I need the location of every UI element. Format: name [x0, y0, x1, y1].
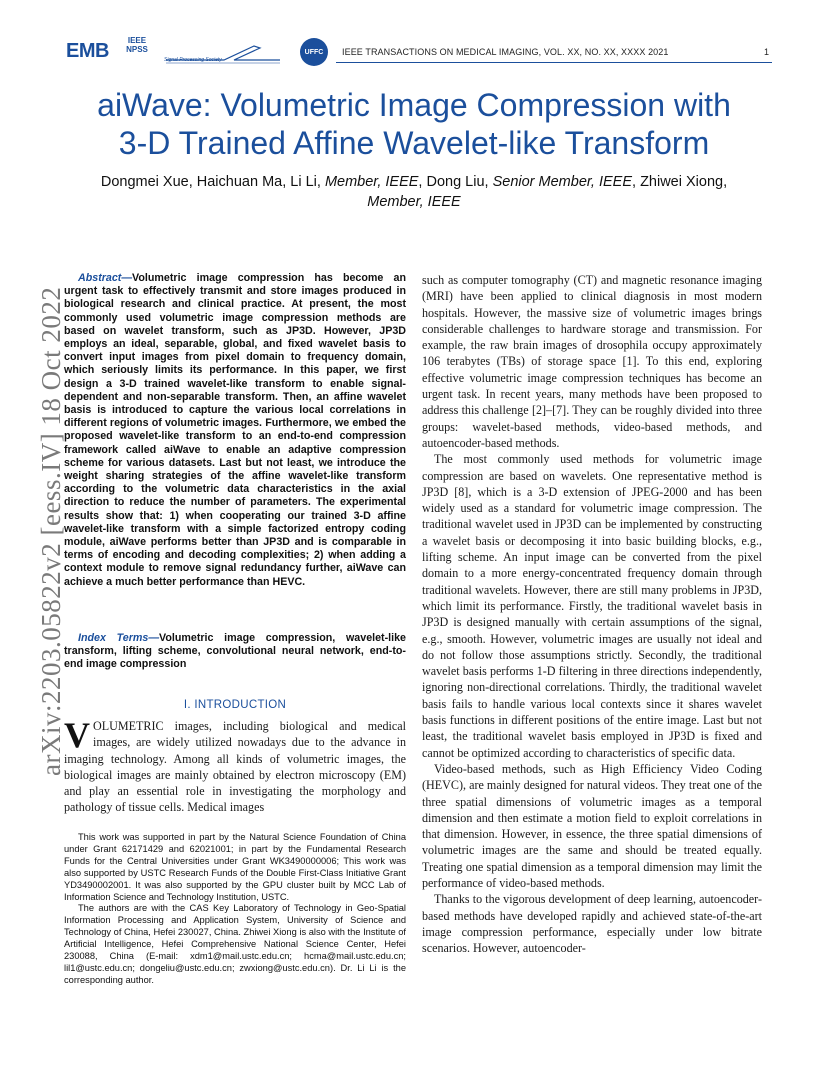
index-terms — [64, 632, 406, 672]
index-terms-text: Volumetric image compression, wavelet-like transform, lifting scheme, convolutional neural network, end-to-end image compression — [64, 632, 406, 671]
journal-header: IEEE TRANSACTIONS ON MEDICAL IMAGING, VOL. XX, NO. XX, XXXX 2021 — [342, 47, 669, 57]
page-number: 1 — [764, 47, 770, 57]
abstract-label: Abstract— — [78, 272, 133, 284]
section-heading: I. INTRODUCTION — [183, 699, 287, 711]
drop-cap: V — [64, 715, 90, 755]
paper-title — [40, 86, 788, 162]
npss-logo: IEEE NPSS — [126, 36, 148, 54]
paragraph: Thanks to the vigorous development of deep learning, autoencoder-based methods have developed rapidly and achieved state-of-the-art image compression performance, especially under low bitrate scenarios. However, autoencoder- — [422, 892, 762, 956]
footnotes — [64, 832, 406, 987]
arxiv-stamp: arXiv:2203.05822v2 [eess.IV] 18 Oct 2022 — [36, 286, 66, 776]
abstract-text: Volumetric image compression has become an urgent task to effectively transmit and store images produced in biological research and clinical practice. At present, the most commonly used volumetric image compression methods are based on wavelet transform, such as JP3D. However, JP3D employs an ideal, separable, global, and fixed wavelet basis to convert input images from pixel domain to frequency domain, which seriously limits its performance. In this paper, we first design a 3-D trained wavelet-like transform to enable signal-dependent and non-separable transform. Then, an affine wavelet basis is introduced to capture the various local correlations in different regions of volumetric images. Furthermore, we embed the proposed wavelet-like transform to an end-to-end compression framework called aiWave to enable an adaptive compression scheme for various datasets. Last but not least, we introduce the weight sharing strategies of the affine wavelet-like transform according to the volumetric data characteristics in the axial direction to reduce the number of parameters. The experimental results show that: 1) when cooperating our trained 3-D affine wavelet-like transform with a simple factorized entropy coding module, aiWave performs better than JP3D and is comparable in terms of encoding and decoding complexities; 2) when adding a context module to remove signal redundancy further, aiWave can achieve a much better performance than HEVC. — [64, 272, 406, 588]
paragraph: such as computer tomography (CT) and magnetic resonance imaging (MRI) have been applied to clinical diagnosis in most modern hospitals. However, the massive size of volumetric images brings considerable challenges to hardware storage and transmission. For example, the raw brain images of drosophila occupy approximately 106 terabytes (TBs) of storage space [1]. To this end, exploring effective volumetric image compression techniques has become an urgent task. In recent years, many methods have been proposed to address this challenge [2]–[7]. They can be roughly divided into three groups: wavelet-based methods, video-based methods, and autoencoder-based methods. — [422, 273, 762, 450]
paragraph: Video-based methods, such as High Efficiency Video Coding (HEVC), are mainly designed for natural videos. They treat one of the three spatial dimensions of volumetric images as a temporal dimension and then estimate a motion field to exploit correlations in that dimension. However, in essence, the three spatial dimensions of volumetric images are the same and should be treated equally. Treating one spatial dimension as a temporal dimension may limit the performance of video-based methods. — [422, 761, 762, 890]
title-line-1: aiWave: Volumetric Image Compression with — [97, 87, 731, 123]
uffc-logo: UFFC — [300, 38, 328, 66]
author-list: Dongmei Xue, Haichuan Ma, Li Li, Member, IEEE, Dong Liu, Senior Member, IEEE, Zhiwei Xiong, Member, IEEE — [100, 174, 728, 210]
paragraph: The most commonly used methods for volumetric image compression are based on wavelets. One representative method is JP3D [8], which is a 3-D extension of JPEG-2000 and has been widely used as a standard for volumetric image compression. The traditional wavelet used in JP3D can be implemented by constructing a wavelet basis or decomposing it into basic building blocks, e.g., lifting scheme. An input image can be converted from the pixel domain to a more energy-concentrated frequency domain through traditional wavelets. However, there are still many problems in JP3D, which limit its performance. Firstly, the traditional wavelet basis in JP3D is designed manually with certain assumptions of the signal, e.g., smooth. However, volumetric images are usually not ideal and do not follow those assumptions strictly. Secondly, the traditional wavelet basis performs 1-D filtering in three directions independently, ignoring non-directional correlations. Thirdly, the traditional wavelet basis fails to handle various local contexts since it shares wavelet basis functions in different positions of the entire image. Last but not least, the traditional wavelet basis employed in JP3D is fixed and cannot be optimized according to characteristics of specific data. — [422, 452, 762, 760]
introduction-text: VOLUMETRIC images, including biological and medical images, are widely utilized nowadays due to the advance in imaging technology. Among all kinds of volumetric images, the biological images are mainly obtained by electron microscopy (EM) and play an essential role in investigating the morphology and pathology of tissue cells. Medical images — [64, 715, 406, 815]
index-terms-label: Index Terms— — [78, 632, 160, 644]
abstract — [64, 272, 406, 589]
sps-logo-text: Signal Processing Society — [164, 57, 222, 63]
right-column-body — [422, 272, 762, 956]
footnote-affiliations: The authors are with the CAS Key Laboratory of Technology in Geo-Spatial Information Processing and Application System, University of Science and Technology of China, Hefei 230027, China. Zhiwei Xiong is also with the Institute of Artificial Intelligence, Hefei Comprehensive National Science Center, Hefei 230088, China (E-mail: xdm1@mail.ustc.edu.cn; hcma@mail.ustc.edu.cn; lil1@ustc.edu.cn; dongeliu@ustc.edu.cn; zwxiong@ustc.edu.cn). Dr. Li Li is the corresponding author. — [64, 903, 406, 985]
header-rule — [336, 62, 772, 63]
publisher-logos — [66, 38, 326, 66]
footnote-funding: This work was supported in part by the Natural Science Foundation of China under Grant 62171429 and 62021001; in part by the Fundamental Research Funds for the Central Universities under Grant WK3490000006; This work was also supported by USTC Research Funds of the Double First-Class Initiative Grant YD3490002001. It was also supported by the GPU cluster built by MCC Lab of Information Science and Technology Institution, USTC. — [64, 832, 406, 902]
emb-logo: EMB — [66, 40, 109, 62]
title-line-2: 3-D Trained Affine Wavelet-like Transform — [118, 125, 710, 161]
